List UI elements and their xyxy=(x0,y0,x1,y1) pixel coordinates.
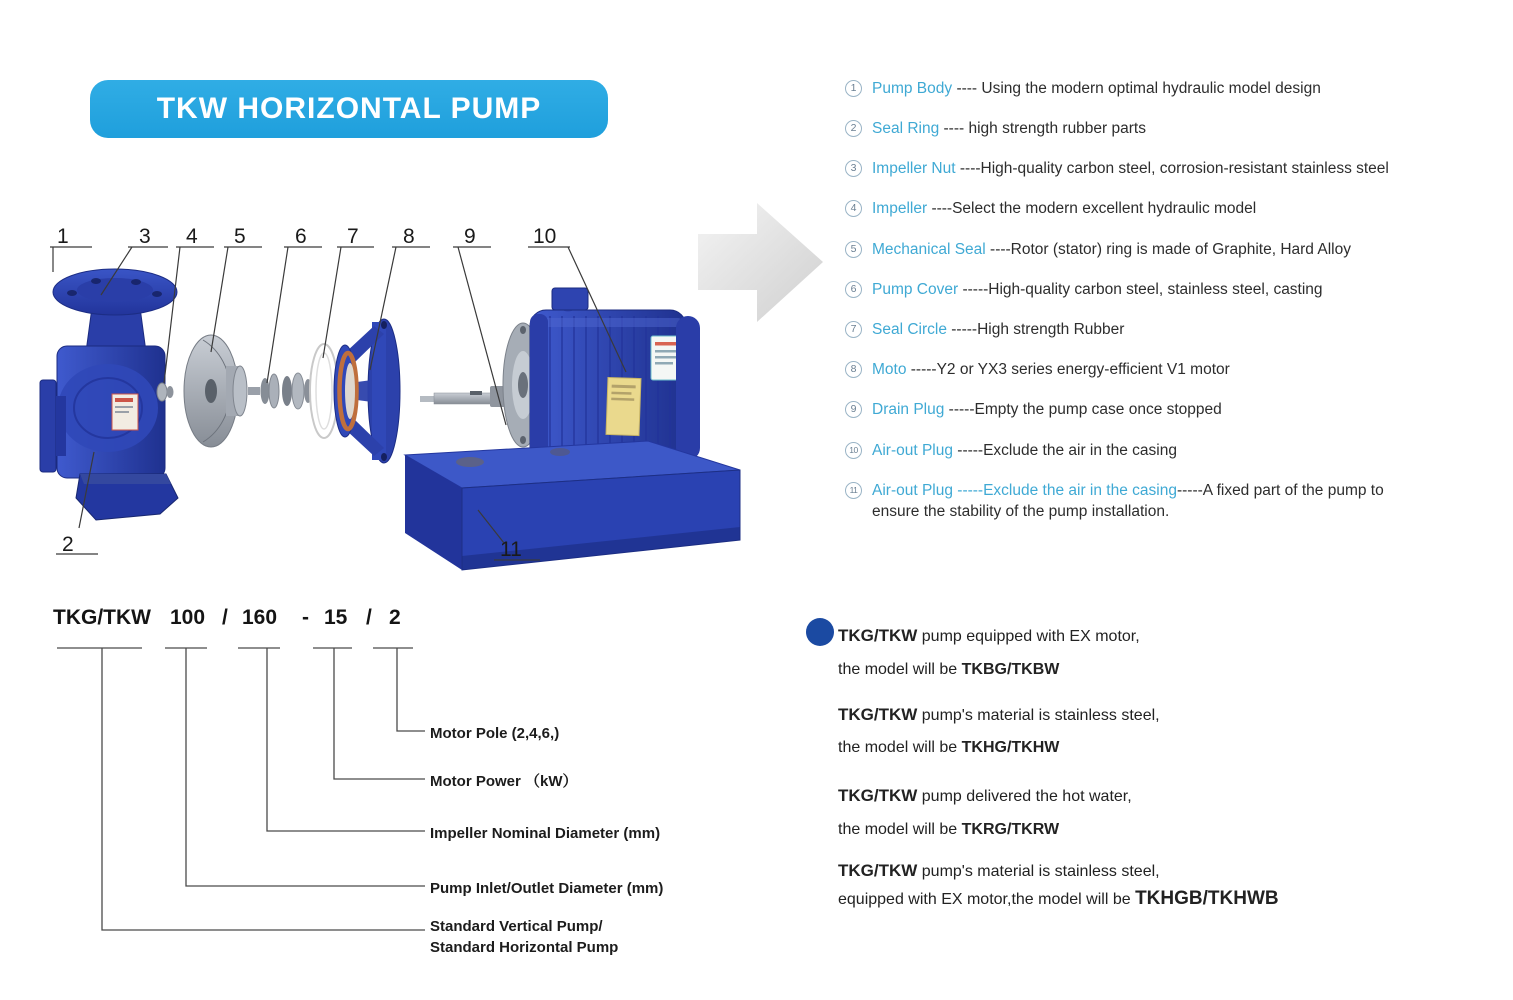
model-variant-code: TKRG/TKRW xyxy=(961,821,1060,838)
part-desc: ----Rotor (stator) ring is made of Graphite, Hard Alloy xyxy=(985,241,1351,258)
part-number-7: 7 xyxy=(347,225,359,248)
circled-number: 6 xyxy=(845,281,862,298)
part-number-4: 4 xyxy=(186,225,198,248)
part-number-3: 3 xyxy=(139,225,151,248)
part-name: Drain Plug xyxy=(872,401,945,418)
title-banner xyxy=(90,80,608,138)
model-code-pole: 2 xyxy=(389,606,401,629)
circled-number: 4 xyxy=(845,200,862,217)
variant-line: TKG/TKW pump's material is stainless steel, xyxy=(838,861,1160,880)
part-desc: ---- high strength rubber parts xyxy=(939,120,1146,137)
label-standard-horizontal: Standard Horizontal Pump xyxy=(430,939,619,956)
bullet-icon xyxy=(806,618,834,646)
model-variant-code: TKHGB/TKHWB xyxy=(1135,888,1279,909)
part-name: Air-out Plug xyxy=(872,442,953,459)
part-number-11: 11 xyxy=(500,538,522,561)
circled-number: 7 xyxy=(845,321,862,338)
part-desc: -----A fixed part of the pump to xyxy=(1176,482,1384,499)
list-item xyxy=(845,78,1495,99)
part-desc: -----High-quality carbon steel, stainless steel, casting xyxy=(958,281,1323,298)
part-name: Seal Ring xyxy=(872,120,940,137)
part-number-1: 1 xyxy=(57,225,69,248)
mechanical-seal-illustration xyxy=(248,373,312,409)
label-impeller-dia: Impeller Nominal Diameter (mm) xyxy=(430,825,661,842)
list-item xyxy=(845,399,1495,420)
list-item xyxy=(845,198,1495,219)
model-code-slash-1: / xyxy=(222,606,228,629)
part-desc: -----Empty the pump case once stopped xyxy=(944,401,1222,418)
part-desc: ----High-quality carbon steel, corrosion-resistant stainless steel xyxy=(955,160,1389,177)
list-item xyxy=(845,319,1495,340)
part-number-8: 8 xyxy=(403,225,415,248)
part-number-9: 9 xyxy=(464,225,476,248)
variant-line: the model will be TKHG/TKHW xyxy=(838,739,1060,756)
variant-line: TKG/TKW pump delivered the hot water, xyxy=(838,786,1132,805)
circled-number: 9 xyxy=(845,401,862,418)
part-name: Air-out Plug -----Exclude the air in the casing xyxy=(872,482,1177,499)
circled-number: 2 xyxy=(845,120,862,137)
impeller-illustration xyxy=(184,335,247,447)
list-item xyxy=(845,440,1495,461)
label-standard-vertical: Standard Vertical Pump/ xyxy=(430,918,603,935)
part-number-6: 6 xyxy=(295,225,307,248)
label-inlet-outlet: Pump Inlet/Outlet Diameter (mm) xyxy=(430,880,664,897)
model-code-dash: - xyxy=(302,606,309,629)
exploded-pump-diagram xyxy=(30,195,830,585)
yellow-nameplate xyxy=(606,377,641,435)
label-motor-pole: Motor Pole (2,4,6,) xyxy=(430,725,560,742)
part-desc: -----Y2 or YX3 series energy-efficient V1 motor xyxy=(906,361,1230,378)
variant-line: the model will be TKRG/TKRW xyxy=(838,821,1060,838)
circled-number: 10 xyxy=(845,442,862,459)
model-variant-code: TKBG/TKBW xyxy=(961,661,1060,678)
part-desc: -----Exclude the air in the casing xyxy=(952,442,1177,459)
part-name: Pump Body xyxy=(872,80,953,97)
part-name: Seal Circle xyxy=(872,321,947,338)
circled-number: 1 xyxy=(845,80,862,97)
list-item xyxy=(845,239,1495,260)
part-desc: -----High strength Rubber xyxy=(946,321,1125,338)
part-number-5: 5 xyxy=(234,225,246,248)
variant-line: TKG/TKW pump equipped with EX motor, xyxy=(838,626,1140,645)
circled-number: 11 xyxy=(845,482,862,499)
part-name: Moto xyxy=(872,361,907,378)
label-standard-pump xyxy=(430,916,618,958)
part-number-2: 2 xyxy=(62,533,74,556)
pump-cover-illustration xyxy=(334,319,400,463)
model-code-impeller: 160 xyxy=(242,606,278,629)
variant-line: TKG/TKW pump's material is stainless steel, xyxy=(838,705,1160,724)
model-code-inlet: 100 xyxy=(170,606,206,629)
variant-line: the model will be TKBG/TKBW xyxy=(838,661,1060,678)
part-name: Impeller Nut xyxy=(872,160,956,177)
part-name: Impeller xyxy=(872,200,928,217)
part-desc: ---- Using the modern optimal hydraulic model design xyxy=(952,80,1321,97)
circled-number: 3 xyxy=(845,160,862,177)
base-illustration xyxy=(405,441,740,570)
part-desc: ----Select the modern excellent hydraulic model xyxy=(927,200,1257,217)
label-motor-power: Motor Power （kW） xyxy=(430,773,578,790)
part-name: Mechanical Seal xyxy=(872,241,986,258)
page-title: TKW HORIZONTAL PUMP xyxy=(156,92,542,125)
list-item xyxy=(845,158,1495,179)
part-name: Pump Cover xyxy=(872,281,959,298)
model-code-slash-2: / xyxy=(366,606,372,629)
variant-line: equipped with EX motor,the model will be TKHGB/TKHWB xyxy=(838,888,1279,909)
part-desc-line2: ensure the stability of the pump installation. xyxy=(872,503,1170,520)
impeller-nut-illustration xyxy=(157,383,174,401)
list-item xyxy=(845,359,1495,380)
circled-number: 5 xyxy=(845,241,862,258)
model-code-series: TKG/TKW xyxy=(53,606,151,629)
transition-arrow-icon xyxy=(698,203,823,322)
model-variant-code: TKHG/TKHW xyxy=(961,739,1060,756)
list-item xyxy=(845,480,1495,522)
circled-number: 8 xyxy=(845,361,862,378)
model-code-power: 15 xyxy=(324,606,348,629)
list-item xyxy=(845,118,1495,139)
model-breakdown-lines xyxy=(0,600,460,980)
list-item xyxy=(845,279,1495,300)
part-number-10: 10 xyxy=(533,225,557,248)
